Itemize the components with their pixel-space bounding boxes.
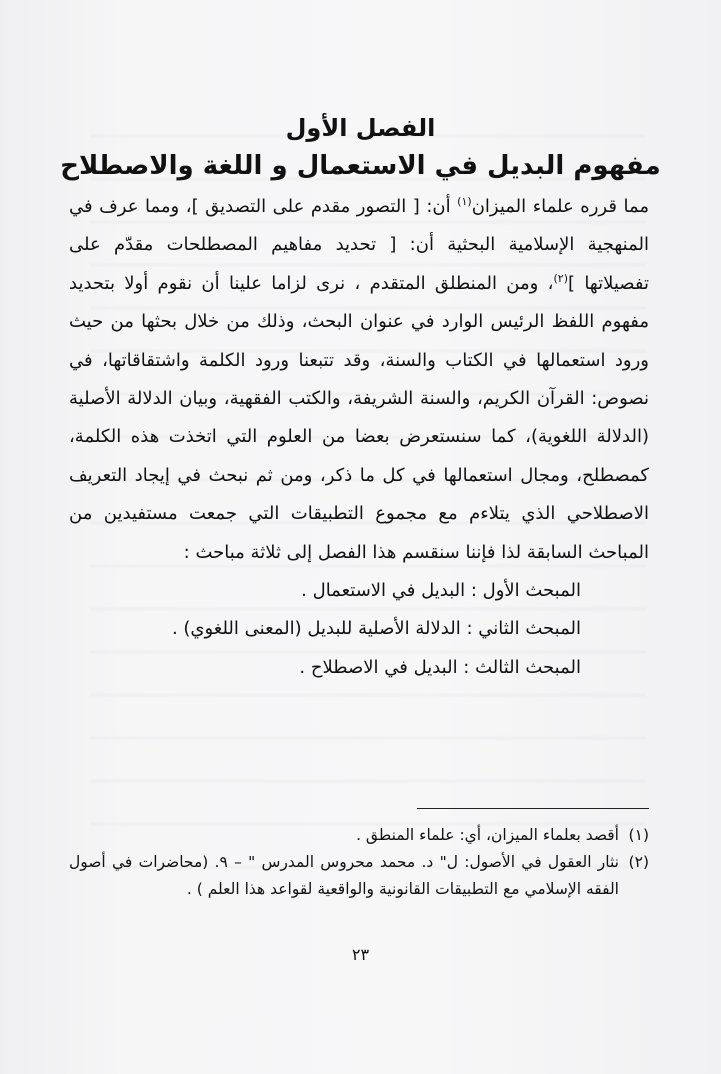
footnote-text: نثار العقول في الأصول: ل" د. محمد محروس المدرس " – ٩. (محاضرات في أصول الفقه الإسلامي مع التطبيقات القانونية والواقعية لقواعد هذا العلم ) . [69, 853, 619, 898]
chapter-title: الفصل الأول [285, 114, 436, 142]
footnote-marker-2[interactable]: (٢) [553, 271, 568, 285]
intro-text-start: مما قرره علماء الميزان [471, 196, 649, 217]
intro-paragraph [69, 188, 649, 572]
footnote-text: أقصد بعلماء الميزان، أي: علماء المنطق . [356, 826, 619, 844]
footnote-separator [417, 808, 649, 809]
section-item-1: المبحث الأول : البديل في الاستعمال . [301, 580, 581, 602]
intro-text-end: ، ومن المنطلق المتقدم ، نرى لزاما علينا أن نقوم أولا بتحديد مفهوم اللفظ الرئيس الوارد في عنوان البحث، وذلك من خلال بحثها من حيث ورود استعمالها في الكتاب والسنة، وقد تتبعنا ورود الكلمة واشتقاقاتها، في نصوص: القرآن الكريم، والسنة الشريفة، والكتب الفقهية، وبيان الدلالة الأصلية (الدلالة اللغوية)، كما سنستعرض بعضا من العلوم التي اتخذت هذه الكلمة، كمصطلح، ومجال استعمالها في كل ما ذكر، ومن ثم نبحث في إيجاد التعريف الاصطلاحي الذي يتلاءم مع مجموع التطبيقات التي جمعت مستفيدين من المباحث السابقة لذا فإننا سنقسم هذا الفصل إلى ثلاثة مباحث : [69, 272, 649, 563]
section-list [69, 572, 649, 687]
footnote-number: (٢) [628, 853, 649, 871]
body-text [69, 188, 649, 687]
intro-text-middle: أن: [ التصور مقدم على التصديق ]، ومما عرف في المنهجية الإسلامية البحثية أن: [ تحديد مفاهيم المصطلحات مقدّم على تفصيلاتها ] [69, 196, 650, 294]
footnote-marker-1[interactable]: (١) [457, 195, 472, 208]
footnote-2 [69, 849, 649, 903]
footnotes [69, 822, 649, 903]
page-number: ٢٣ [351, 945, 370, 964]
section-item-3: المبحث الثالث : البديل في الاصطلاح . [299, 656, 581, 678]
section-item-2: المبحث الثاني : الدلالة الأصلية للبديل (المعنى اللغوي) . [171, 618, 581, 640]
footnote-1 [69, 822, 649, 849]
chapter-subtitle: مفهوم البديل في الاستعمال و اللغة والاصطلاح [60, 151, 661, 181]
footnote-number: (١) [628, 826, 649, 844]
